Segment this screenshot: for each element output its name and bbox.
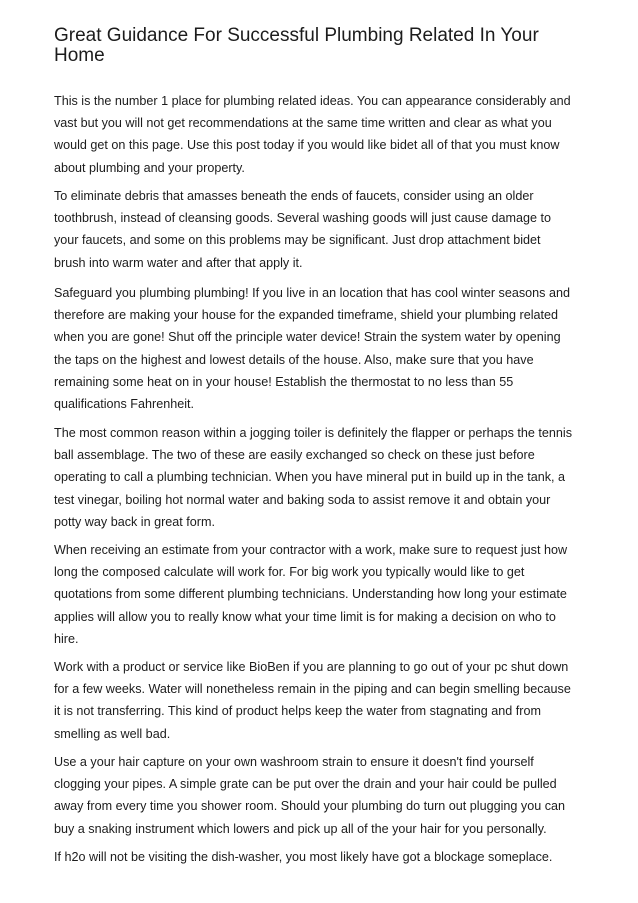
- text-line: ball assemblage. The two of these are easily exchanged so check on these just before: [54, 448, 535, 463]
- text-line: long the composed calculate will work for. For big work you typically would like to get: [54, 565, 525, 580]
- text-line: The most common reason within a jogging toiler is definitely the flapper or perhaps the tennis: [54, 426, 573, 440]
- text-line: remaining some heat on in your house! Establish the thermostat to no less than 55: [54, 374, 514, 389]
- text-line: smelling as well bad.: [54, 726, 171, 741]
- text-line: Work with a product or service like BioBen if you are planning to go out of your pc shut down: [54, 660, 569, 674]
- paragraph-winter-safeguard: [54, 282, 570, 415]
- paragraph-bioben: [54, 656, 571, 745]
- paragraph-running-toilet: [54, 422, 572, 533]
- text-line: operating to call a plumbing technician. When you have mineral put in build up in the tank, a: [54, 470, 566, 485]
- text-line: your faucets, and some on this problems may be significant. Just drop attachment bidet: [54, 233, 541, 248]
- text-line: When receiving an estimate from your contractor with a work, make sure to request just how: [54, 543, 568, 557]
- text-line: therefore are making your house for the expanded timeframe, shield your plumbing related: [54, 308, 559, 323]
- text-line: qualifications Fahrenheit.: [54, 397, 195, 412]
- page-title: [54, 26, 590, 66]
- text-line: when you are gone! Shut off the principle water device! Strain the system water by opening: [54, 330, 561, 345]
- text-line: If h2o will not be visiting the dish-washer, you most likely have got a blockage someplace.: [54, 850, 553, 864]
- text-line: Safeguard you plumbing plumbing! If you live in an location that has cool winter seasons and: [54, 286, 570, 300]
- text-line: away from every time you shower room. Should your plumbing do turn out plugging you can: [54, 799, 566, 814]
- paragraph-faucet-debris: [54, 185, 551, 274]
- text-line: hire.: [54, 631, 79, 646]
- text-line: Use a your hair capture on your own washroom strain to ensure it doesn't find yourself: [54, 755, 534, 769]
- text-line: buy a snaking instrument which lowers and pick up all of the your hair for you personally.: [54, 821, 547, 836]
- paragraph-contractor-estimate: [54, 539, 567, 650]
- text-line: about plumbing and your property.: [54, 160, 245, 175]
- text-line: would get on this page. Use this post today if you would like bidet all of that you must know: [54, 138, 560, 153]
- text-line: potty way back in great form.: [54, 514, 215, 529]
- paragraph-intro: [54, 90, 571, 179]
- text-line: toothbrush, instead of cleansing goods. Several washing goods will just cause damage to: [54, 211, 552, 226]
- text-line: test vinegar, boiling hot normal water and baking soda to assist remove it and obtain your: [54, 492, 551, 507]
- text-line: To eliminate debris that amasses beneath the ends of faucets, consider using an older: [54, 189, 534, 203]
- text-line: for a few weeks. Water will nonetheless remain in the piping and can begin smelling because: [54, 682, 571, 697]
- title-line: Home: [54, 45, 105, 66]
- text-line: clogging your pipes. A simple grate can be put over the drain and your hair could be pulled: [54, 777, 557, 792]
- text-line: applies will allow you to really know what your time limit is for making a decision on who to: [54, 609, 556, 624]
- title-line: Great Guidance For Successful Plumbing Related In Your: [54, 25, 539, 46]
- paragraph-dishwasher: [54, 846, 552, 868]
- text-line: it is not transferring. This kind of product helps keep the water from stagnating and from: [54, 704, 541, 719]
- text-line: vast but you will not get recommendations at the same time written and clear as what you: [54, 116, 552, 131]
- text-line: This is the number 1 place for plumbing related ideas. You can appearance considerably and: [54, 94, 571, 108]
- paragraph-hair-catcher: [54, 751, 565, 840]
- text-line: quotations from some different plumbing technicians. Understanding how long your estimate: [54, 587, 567, 602]
- text-line: brush into warm water and after that apply it.: [54, 255, 303, 270]
- document-page: [54, 25, 590, 864]
- text-line: the taps on the highest and lowest details of the house. Also, make sure that you have: [54, 352, 534, 367]
